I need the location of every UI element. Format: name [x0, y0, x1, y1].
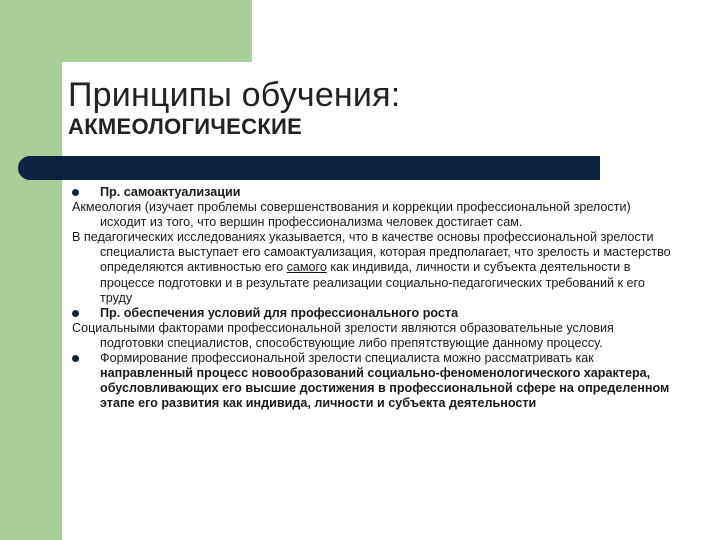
paragraph-acmeology: Акмеология (изучает проблемы совершенствования и коррекции профессиональной зрелости) исходит из того, что вершин профессионализма человек достигает сам.	[72, 200, 631, 230]
text-segment: В педагогических исследованиях указывается, что в качестве основы профессиональной зрелости специалиста выступает его самоактуализация, которая предполагает, что зрелость и мастерство определяются активностью его	[72, 230, 671, 275]
title-divider-bar	[18, 156, 600, 180]
paragraph-social-factors: Социальными факторами профессиональной зрелости являются образовательные условия подготовки специалистов, способствующие либо препятствующие данному процессу.	[72, 320, 614, 350]
bullet-dot-icon	[72, 189, 79, 196]
slide-title: Принципы обучения:	[68, 76, 401, 114]
bullet-text-bold: направленный процесс новообразований социально-феноменологического характера, обусловливающих его высшие достижения в профессиональной сфере на определенном этапе его развития как индивида, личности и субъекта деятельности	[100, 366, 670, 411]
bullet-self-actualization	[72, 185, 672, 200]
underlined-word: самого	[286, 260, 327, 275]
bullet-dot-icon	[72, 355, 79, 362]
bullet-dot-icon	[72, 310, 79, 317]
bullet-text: Пр. обеспечения условий для профессионального роста	[100, 305, 459, 320]
slide-body	[72, 185, 672, 411]
bullet-formation	[72, 351, 672, 411]
green-side-stripe	[0, 0, 62, 540]
paragraph-research	[72, 230, 672, 305]
bullet-conditions	[72, 306, 672, 321]
text-segment: как индивида, личности и субъекта деятельности в процессе подготовки и в результате реализации социально-педагогических требований к его труду	[100, 260, 645, 305]
bullet-text: Пр. самоактуализации	[100, 185, 241, 199]
slide-subtitle: АКМЕОЛОГИЧЕСКИЕ	[68, 114, 303, 139]
bullet-text: Формирование профессиональной зрелости специалиста можно рассматривать как	[100, 351, 594, 366]
